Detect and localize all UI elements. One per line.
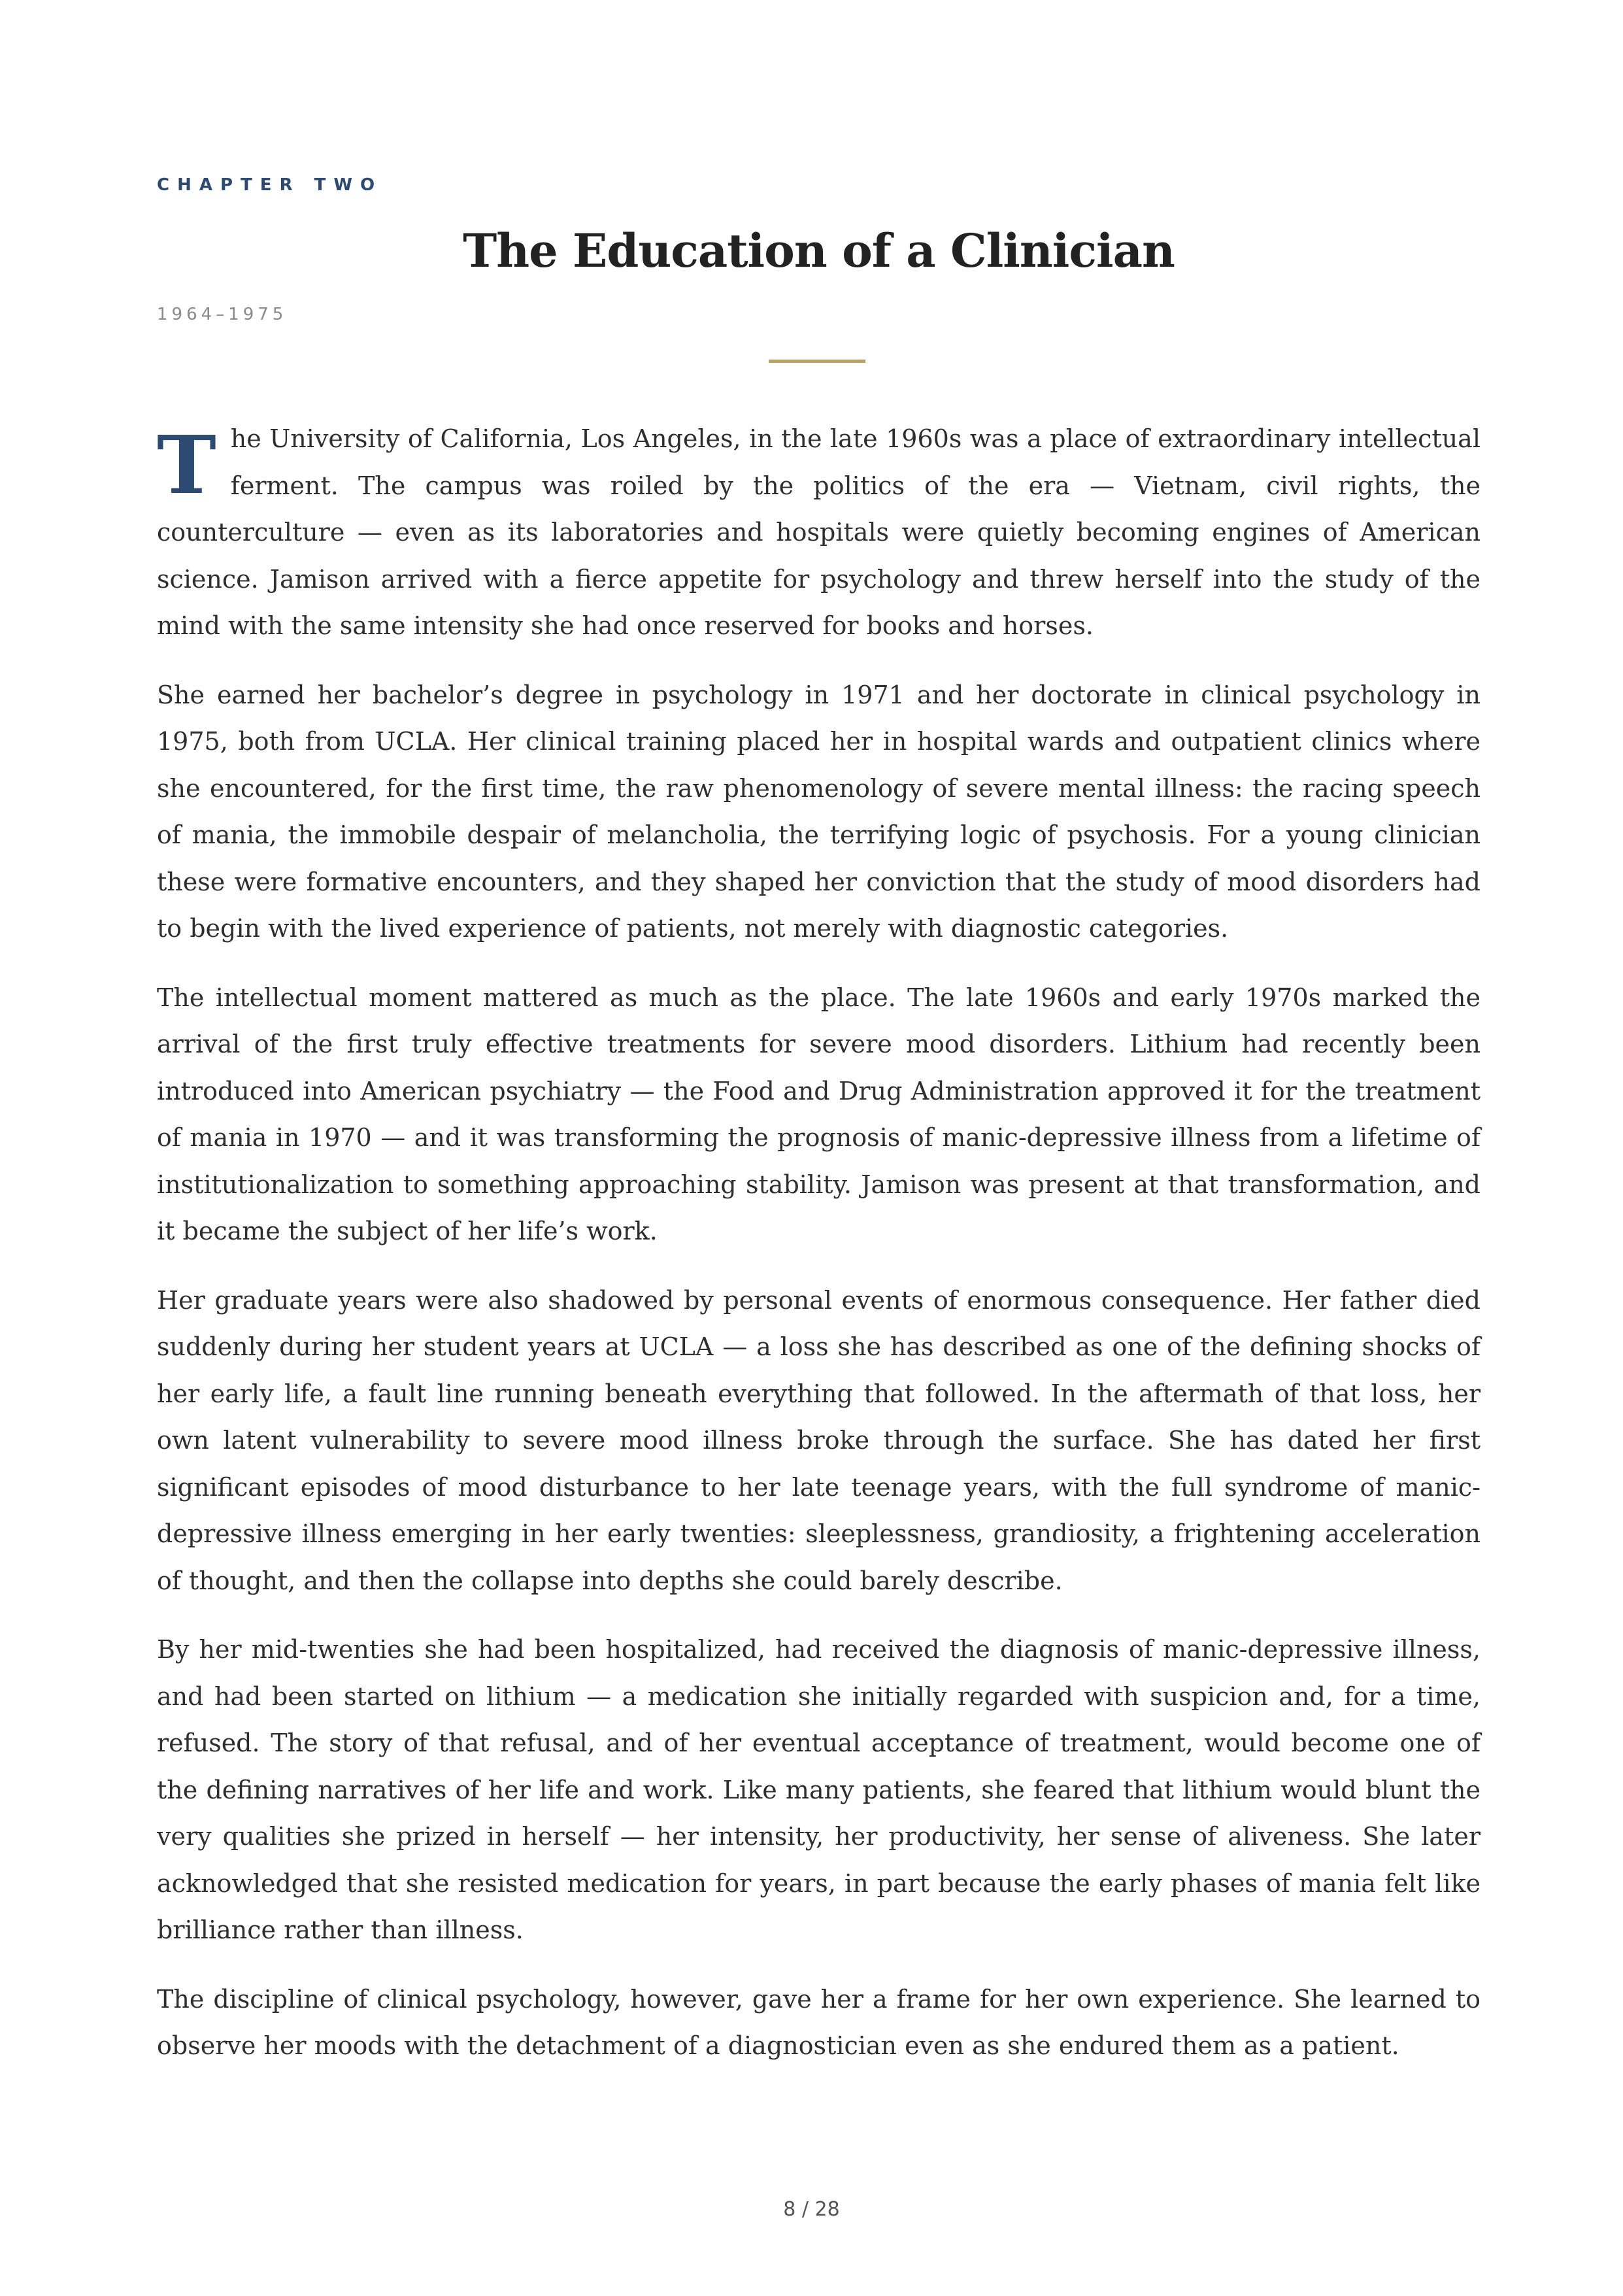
paragraph-2: She earned her bachelor’s degree in psychology in 1971 and her doctorate in clinical psychology in 1975, both from UCLA. Her clinical training placed her in hospital wards and outpatient clinics where she encountered, for the first time, the raw phenomenology of severe mental illness: the racing speech of mania, the immobile despair of melancholia, the terrifying logic of psychosis. For a young clinician these were formative encounters, and they shaped her conviction that the study of mood disorders had to begin with the lived experience of patients, not merely with diagnostic categories. <box>157 680 1481 943</box>
chapter-body <box>157 416 1481 2092</box>
paragraph-text: he University of California, Los Angeles, in the late 1960s was a place of extraordinary intellectual ferment. The campus was roiled by the politics of the era — Vietnam, civil rights, the counterculture — even as its laboratories and hospitals were quietly becoming engines of American science. Jamison arrived with a fierce appetite for psychology and threw herself into the study of the mind with the same intensity she had once reserved for books and horses. <box>157 424 1481 640</box>
paragraph-4: Her graduate years were also shadowed by personal events of enormous consequence. Her father died suddenly during her student years at UCLA — a loss she has described as one of the defining shocks of her early life, a fault line running beneath everything that followed. In the aftermath of that loss, her own latent vulnerability to severe mood illness broke through the surface. She has dated her first significant episodes of mood disturbance to her late teenage years, with the full syndrome of manic-depressive illness emerging in her early twenties: sleeplessness, grandiosity, a frightening acceleration of thought, and then the collapse into depths she could barely describe. <box>157 1285 1481 1595</box>
page-number: 8 / 28 <box>783 2198 840 2221</box>
paragraph-5: By her mid-twenties she had been hospitalized, had received the diagnosis of manic-depressive illness, and had been started on lithium — a medication she initially regarded with suspicion and, for a time, refused. The story of that refusal, and of her eventual acceptance of treatment, would become one of the defining narratives of her life and work. Like many patients, she feared that lithium would blunt the very qualities she prized in herself — her intensity, her productivity, her sense of aliveness. She later acknowledged that she resisted medication for years, in part because the early phases of mania felt like brilliance rather than illness. <box>157 1635 1481 1944</box>
chapter-date-range: 1964–1975 <box>157 305 288 324</box>
paragraph-6: The discipline of clinical psychology, however, gave her a frame for her own experience. She learned to observe her moods with the detachment of a diagnostician even as she endured them as a patient. <box>157 1984 1481 2060</box>
drop-cap: T <box>157 418 216 512</box>
title-divider-rule <box>769 360 865 363</box>
paragraph-3: The intellectual moment mattered as much as the place. The late 1960s and early 1970s marked the arrival of the first truly effective treatments for severe mood disorders. Lithium had recently been introduced into American psychiatry — the Food and Drug Administration approved it for the treatment of mania in 1970 — and it was transforming the prognosis of manic-depressive illness from a lifetime of institutionalization to something approaching stability. Jamison was present at that transformation, and it became the subject of her life’s work. <box>157 983 1481 1245</box>
paragraph-1 <box>157 416 1481 650</box>
chapter-title: The Education of a Clinician <box>463 224 1175 278</box>
chapter-label: CHAPTER TWO <box>157 175 383 195</box>
